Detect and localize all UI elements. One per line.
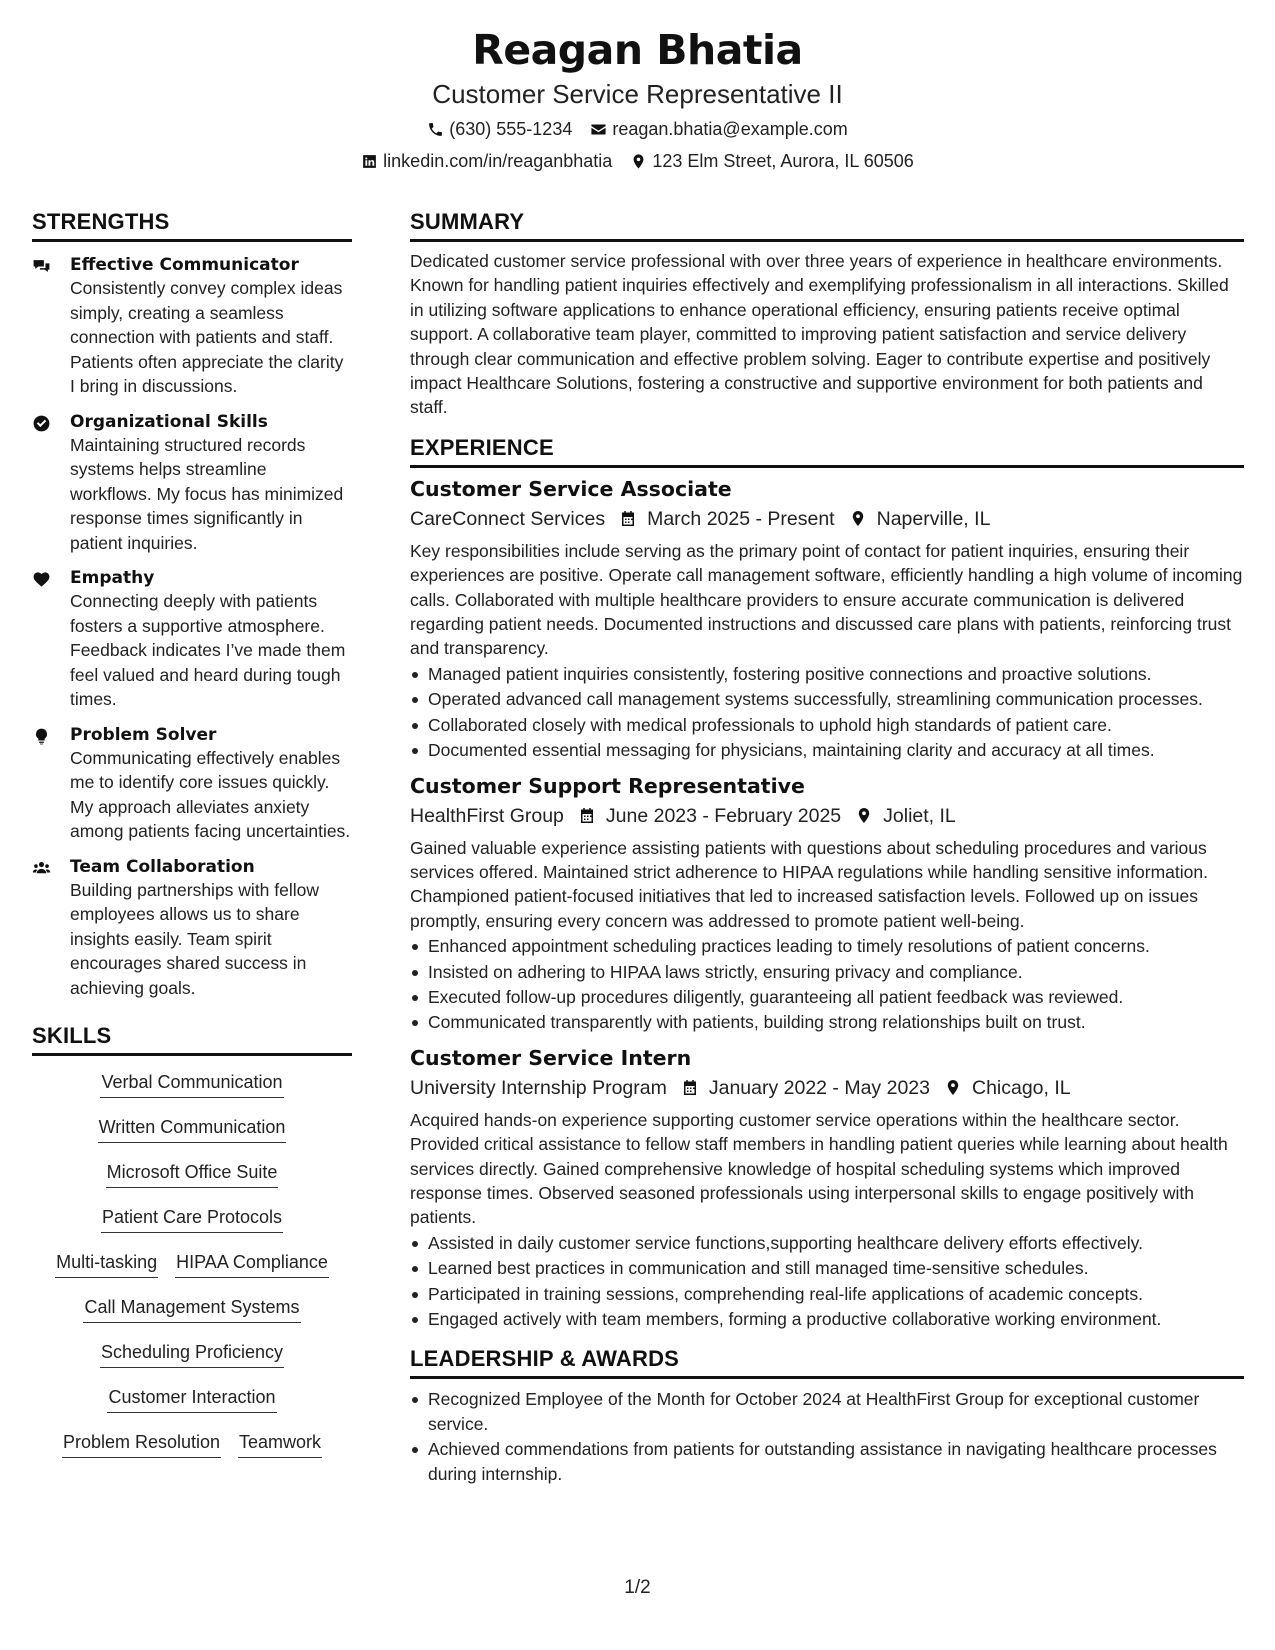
strength-description: Consistently convey complex ideas simply, creating a seamless connection with patients and staff. Patients often appreciate the clarity I bring in discussions. (70, 278, 344, 396)
skill-tag: Patient Care Protocols (101, 1205, 283, 1233)
skill-tag: Verbal Communication (100, 1070, 283, 1098)
experience-entry (410, 475, 1244, 763)
job-bullets (410, 1231, 1244, 1332)
check-circle-icon (32, 414, 51, 433)
job-bullet: Participated in training sessions, comprehending real-life applications of academic concepts. (410, 1282, 1244, 1306)
calendar-icon (681, 1078, 699, 1097)
candidate-name: Reagan Bhatia (472, 26, 803, 74)
job-title: Customer Service Associate (410, 476, 732, 501)
users-icon (32, 859, 51, 878)
job-meta (410, 505, 1244, 533)
strength-title: Empathy (70, 568, 155, 588)
job-dates: June 2023 - February 2025 (605, 804, 842, 827)
skill-row (62, 1430, 322, 1475)
strength-title: Problem Solver (70, 724, 217, 745)
lightbulb-icon (32, 727, 51, 746)
strengths-heading: STRENGTHS (32, 208, 352, 242)
right-column (410, 208, 1244, 1486)
strength-description: Building partnerships with fellow employees allows us to share insights easily. Team spirit encourages shared success in achieving goals. (70, 879, 320, 998)
job-bullet: Executed follow-up procedures diligently, guaranteeing all patient feedback was reviewed. (410, 985, 1244, 1009)
job-bullet: Managed patient inquiries consistently, fostering positive connections and proactive solutions. (410, 662, 1244, 686)
skill-row (107, 1385, 276, 1430)
linkedin-text: linkedin.com/in/reaganbhatia (383, 151, 613, 171)
job-dates: March 2025 - Present (647, 507, 835, 530)
company-name: HealthFirst Group (410, 804, 564, 827)
job-bullets (410, 662, 1244, 763)
job-description: Gained valuable experience assisting patients with questions about scheduling procedures and various services offered. Maintained strict adherence to HIPAA regulations while handling sensitive information. Championed patient-focused initiatives that led to increased satisfaction levels. Followed up on issues promptly, ensuring every concern was addressed to promote patient well-being. (410, 837, 1208, 931)
job-bullet: Collaborated closely with medical professionals to uphold high standards of patient care. (410, 713, 1244, 737)
strength-description: Connecting deeply with patients fosters a supportive atmosphere. Feedback indicates I’ve made them feel valued and heard during tough times. (70, 591, 346, 709)
strength-title: Team Collaboration (70, 856, 255, 877)
comments-icon (32, 257, 51, 276)
skill-row (106, 1160, 279, 1205)
summary-text: Dedicated customer service professional with over three years of experience in healthcare environments. Known for handling patient inquiries effectively and exemplifying professionalism in all interactions. Skilled in utilizing software applications to enhance operational efficiency, ensuring patients receive optimal support. A collaborative team player, committed to improving patient satisfaction and service delivery through clear communication and effective problem solving. Eager to contribute expertise and positively impact Healthcare Solutions, fostering a constructive and supportive environment for both patients and staff. (410, 251, 1229, 418)
skills-heading: SKILLS (32, 1022, 352, 1056)
award-bullet: Achieved commendations from patients for outstanding assistance in navigating healthcare processes during internship. (410, 1437, 1244, 1486)
job-title: Customer Support Representative (410, 773, 805, 798)
map-pin-icon (855, 806, 873, 825)
skill-tag: HIPAA Compliance (175, 1250, 329, 1278)
email-text: reagan.bhatia@example.com (612, 119, 848, 139)
summary-heading: SUMMARY (410, 208, 1244, 242)
job-meta (410, 802, 1244, 830)
strength-title: Effective Communicator (70, 255, 299, 275)
job-bullet: Enhanced appointment scheduling practices leading to timely resolutions of patient concerns. (410, 934, 1244, 958)
skill-tag: Multi-tasking (55, 1250, 158, 1278)
strength-item (32, 254, 352, 399)
job-meta (410, 1074, 1244, 1102)
skill-row (100, 1340, 284, 1385)
experience-heading: EXPERIENCE (410, 434, 1244, 468)
job-bullet: Documented essential messaging for physicians, maintaining clarity and accuracy at all times. (410, 738, 1244, 762)
job-description: Key responsibilities include serving as the primary point of contact for patient inquiries, ensuring their experiences are positive. Operate call management software, efficiently handling a high volume of incoming calls. Collaborated with multiple healthcare providers to ensure accurate communication is delivered regarding patient needs. Documented instructions and discussed care plans with patients, reinforcing trust and transparency. (410, 540, 1243, 659)
phone-text: (630) 555-1234 (449, 119, 573, 139)
address-contact (630, 150, 914, 172)
skill-tag: Written Communication (98, 1115, 287, 1143)
skill-row (100, 1070, 283, 1115)
experience-entry (410, 1044, 1244, 1332)
strength-item (32, 411, 352, 556)
left-column (32, 208, 352, 1475)
skill-tag: Customer Interaction (107, 1385, 276, 1413)
calendar-icon (619, 509, 637, 528)
job-bullets (410, 934, 1244, 1035)
map-pin-icon (849, 509, 867, 528)
contact-row-2 (0, 150, 1275, 172)
awards-heading: LEADERSHIP & AWARDS (410, 1345, 1244, 1379)
skill-tag: Call Management Systems (83, 1295, 300, 1323)
skills-list (32, 1056, 352, 1475)
strength-description: Communicating effectively enables me to identify core issues quickly. My approach alleviates anxiety among patients facing uncertainties. (70, 747, 351, 841)
candidate-title: Customer Service Representative II (432, 79, 843, 109)
job-bullet: Operated advanced call management systems successfully, streamlining communication processes. (410, 687, 1244, 711)
company-name: University Internship Program (410, 1076, 667, 1099)
phone-contact (427, 118, 572, 140)
skill-row (101, 1205, 283, 1250)
envelope-icon (590, 121, 607, 138)
heart-icon (32, 570, 51, 589)
job-location: Joliet, IL (883, 804, 956, 827)
skill-tag: Teamwork (238, 1430, 322, 1458)
email-contact[interactable] (590, 118, 847, 140)
phone-icon (427, 121, 444, 138)
job-title: Customer Service Intern (410, 1045, 692, 1070)
job-dates: January 2022 - May 2023 (708, 1076, 930, 1099)
contact-row-1 (0, 118, 1275, 140)
skill-row (55, 1250, 329, 1295)
job-bullet: Insisted on adhering to HIPAA laws strictly, ensuring privacy and compliance. (410, 960, 1244, 984)
strength-item (32, 724, 352, 844)
job-bullet: Learned best practices in communication and still managed time-sensitive schedules. (410, 1256, 1244, 1280)
job-bullet: Assisted in daily customer service functions,supporting healthcare delivery efforts effectively. (410, 1231, 1244, 1255)
job-location: Chicago, IL (971, 1076, 1071, 1099)
address-text: 123 Elm Street, Aurora, IL 60506 (652, 151, 914, 171)
resume-header (0, 22, 1275, 172)
skill-tag: Microsoft Office Suite (106, 1160, 279, 1188)
linkedin-icon (361, 153, 378, 170)
experience-entry (410, 772, 1244, 1035)
calendar-icon (578, 806, 596, 825)
awards-bullets (410, 1387, 1244, 1486)
strength-item (32, 856, 352, 1001)
skill-row (98, 1115, 287, 1160)
map-pin-icon (944, 1078, 962, 1097)
skill-tag: Scheduling Proficiency (100, 1340, 284, 1368)
job-bullet: Engaged actively with team members, forming a productive collaborative working environment. (410, 1307, 1244, 1331)
strength-title: Organizational Skills (70, 411, 268, 432)
skill-tag: Problem Resolution (62, 1430, 221, 1458)
award-bullet: Recognized Employee of the Month for October 2024 at HealthFirst Group for exceptional customer service. (410, 1387, 1244, 1436)
job-bullet: Communicated transparently with patients, building strong relationships built on trust. (410, 1010, 1244, 1034)
strength-description: Maintaining structured records systems helps streamline workflows. My focus has minimized response times significantly in patient inquiries. (70, 434, 344, 553)
strength-item (32, 567, 352, 712)
job-location: Naperville, IL (876, 507, 991, 530)
job-description: Acquired hands-on experience supporting customer service operations within the healthcare sector. Provided critical assistance to fellow staff members in handling patient queries while learning about health services directly. Gained comprehensive knowledge of hospital scheduling systems which improved response times. Observed seasoned professionals using interpersonal skills to engage positively with patients. (410, 1109, 1228, 1228)
skill-row (83, 1295, 300, 1340)
company-name: CareConnect Services (410, 507, 606, 530)
linkedin-contact[interactable] (361, 150, 612, 172)
page-number: 1/2 (624, 1577, 651, 1598)
map-pin-icon (630, 153, 647, 170)
